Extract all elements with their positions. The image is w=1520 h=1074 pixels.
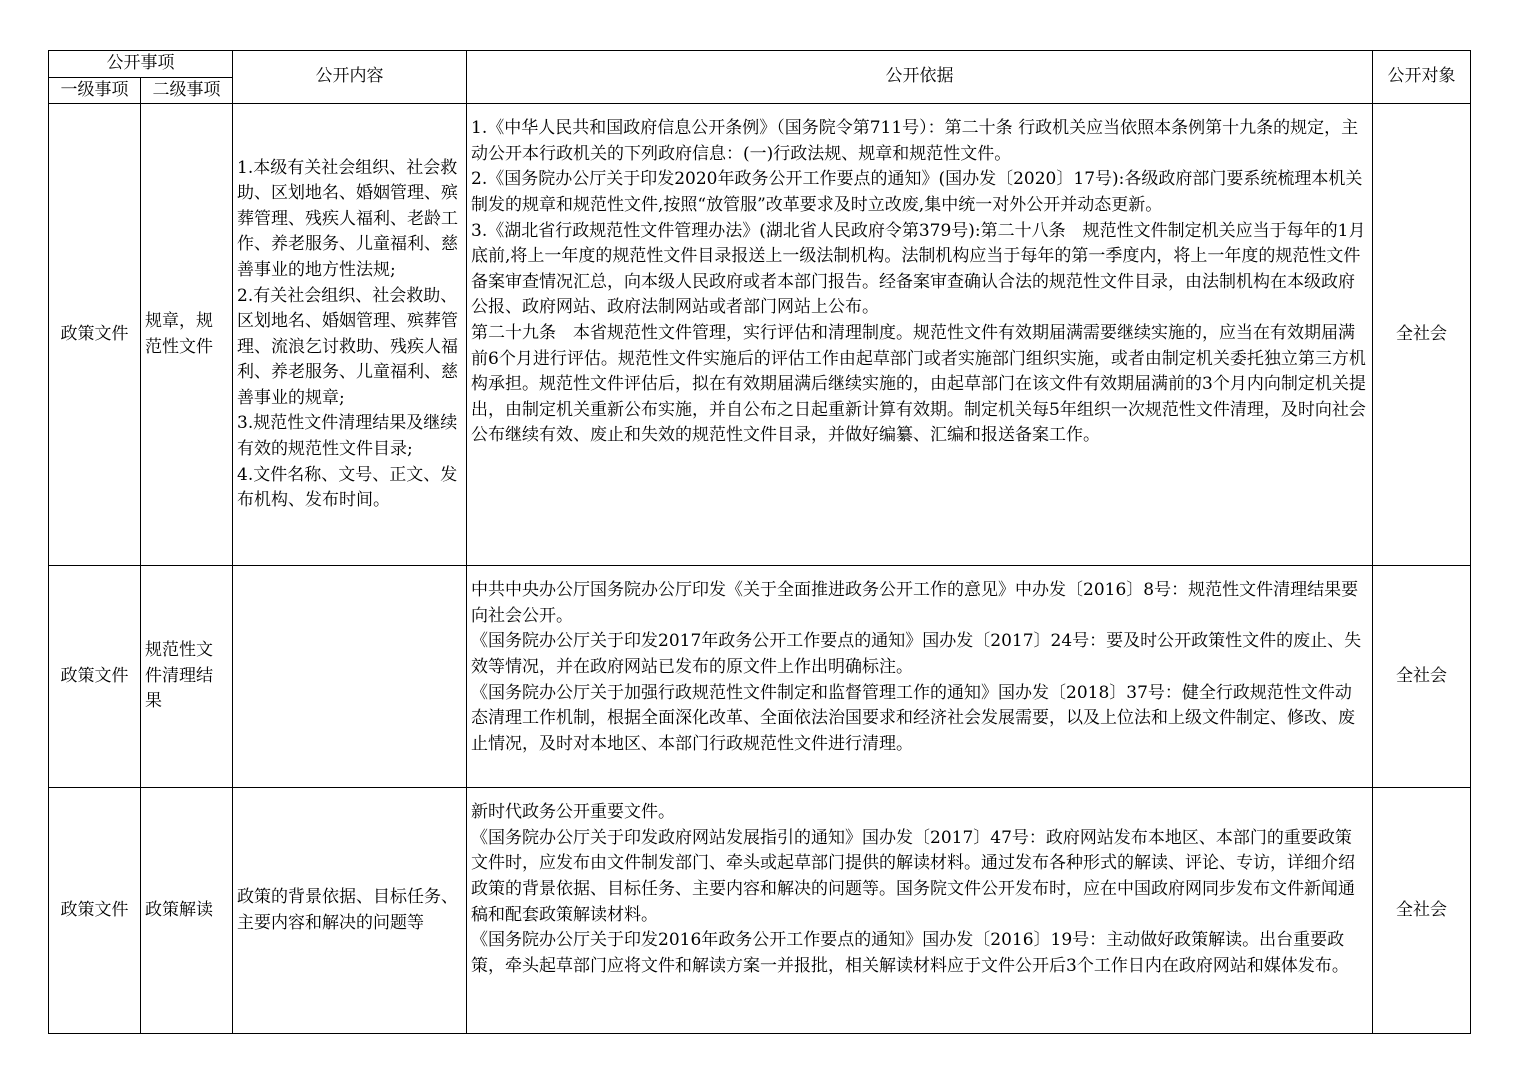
basis-item: 中共中央办公厅国务院办公厅印发《关于全面推进政务公开工作的意见》中办发〔2016〕8号：规范性文件清理结果要向社会公开。 bbox=[471, 580, 1359, 626]
content-item: 1.本级有关社会组织、社会救助、区划地名、婚姻管理、殡葬管理、残疾人福利、老龄工作、养老服务、儿童福利、慈善事业的地方性法规; bbox=[237, 157, 458, 280]
header-level1: 一级事项 bbox=[49, 77, 141, 104]
content-item: 2.有关社会组织、社会救助、区划地名、婚姻管理、殡葬管理、流浪乞讨救助、残疾人福利、养老服务、儿童福利、慈善事业的规章; bbox=[237, 285, 458, 408]
table-row bbox=[49, 104, 1471, 566]
header-public-items: 公开事项 bbox=[49, 51, 233, 78]
row-basis bbox=[467, 788, 1373, 1034]
header-basis: 公开依据 bbox=[467, 51, 1373, 104]
row-content-empty bbox=[233, 566, 467, 788]
table-row bbox=[49, 788, 1471, 1034]
basis-item: 2.《国务院办公厅关于印发2020年政务公开工作要点的通知》(国办发〔2020〕17号):各级政府部门要系统梳理本机关制发的规章和规范性文件,按照“放管服”改革要求及时立改废,集中统一对外公开并动态更新。 bbox=[471, 169, 1363, 215]
basis-item: 1.《中华人民共和国政府信息公开条例》（国务院令第711号）：第二十条 行政机关应当依照本条例第十九条的规定，主动公开本行政机关的下列政府信息：(一)行政法规、规章和规范性文件。 bbox=[471, 118, 1359, 164]
row-level2: 规范性文件清理结果 bbox=[141, 566, 233, 788]
basis-item: 3.《湖北省行政规范性文件管理办法》(湖北省人民政府令第379号):第二十八条 规范性文件制定机关应当于每年的1月底前,将上一年度的规范性文件目录报送上一级法制机构。法制机构应当于每年的第一季度内，将上一年度的规范性文件备案审查情况汇总，向本级人民政府或者本部门报告。经备案审查确认合法的规范性文件目录，由法制机构在本级政府公报、政府网站、政府法制网站或者部门网站上公布。 bbox=[471, 220, 1366, 318]
row-level1: 政策文件 bbox=[49, 788, 141, 1034]
row-content bbox=[233, 788, 467, 1034]
table-row bbox=[49, 566, 1471, 788]
row-basis bbox=[467, 104, 1373, 566]
row-level2: 政策解读 bbox=[141, 788, 233, 1034]
row-level2: 规章，规范性文件 bbox=[141, 104, 233, 566]
basis-item: 《国务院办公厅关于印发政府网站发展指引的通知》国办发〔2017〕47号：政府网站发布本地区、本部门的重要政策文件时，应发布由文件制发部门、牵头或起草部门提供的解读材料。通过发布各种形式的解读、评论、专访，详细介绍政策的背景依据、目标任务、主要内容和解决的问题等。国务院文件公开发布时，应在中国政府网同步发布文件新闻通稿和配套政策解读材料。 bbox=[471, 827, 1355, 925]
row-basis bbox=[467, 566, 1373, 788]
content-item: 4.文件名称、文号、正文、发布机构、发布时间。 bbox=[237, 464, 458, 511]
disclosure-table bbox=[48, 50, 1471, 1034]
header-row-1 bbox=[49, 51, 1471, 78]
basis-item: 《国务院办公厅关于加强行政规范性文件制定和监督管理工作的通知》国办发〔2018〕37号：健全行政规范性文件动态清理工作机制，根据全面深化改革、全面依法治国要求和经济社会发展需要，以及上位法和上级文件制定、修改、废止情况，及时对本地区、本部门行政规范性文件进行清理。 bbox=[471, 682, 1355, 754]
basis-item: 《国务院办公厅关于印发2017年政务公开工作要点的通知》国办发〔2017〕24号：要及时公开政策性文件的废止、失效等情况，并在政府网站已发布的原文件上作出明确标注。 bbox=[471, 631, 1362, 677]
row-audience: 全社会 bbox=[1373, 788, 1471, 1034]
content-item: 政策的背景依据、目标任务、主要内容和解决的问题等 bbox=[237, 887, 458, 933]
basis-item: 《国务院办公厅关于印发2016年政务公开工作要点的通知》国办发〔2016〕19号：主动做好政策解读。出台重要政策，牵头起草部门应将文件和解读方案一并报批，相关解读材料应于文件公开后3个工作日内在政府网站和媒体发布。 bbox=[471, 930, 1349, 976]
row-level1: 政策文件 bbox=[49, 566, 141, 788]
header-content: 公开内容 bbox=[233, 51, 467, 104]
basis-item: 第二十九条 本省规范性文件管理，实行评估和清理制度。规范性文件有效期届满需要继续实施的，应当在有效期届满前6个月进行评估。规范性文件实施后的评估工作由起草部门或者实施部门组织实施，或者由制定机关委托独立第三方机构承担。规范性文件评估后，拟在有效期届满后继续实施的，由起草部门在该文件有效期届满前的3个月内向制定机关提出，由制定机关重新公布实施，并自公布之日起重新计算有效期。制定机关每5年组织一次规范性文件清理，及时向社会公布继续有效、废止和失效的规范性文件目录，并做好编纂、汇编和报送备案工作。 bbox=[471, 322, 1366, 446]
row-audience: 全社会 bbox=[1373, 566, 1471, 788]
row-content bbox=[233, 104, 467, 566]
row-audience: 全社会 bbox=[1373, 104, 1471, 566]
content-item: 3.规范性文件清理结果及继续有效的规范性文件目录; bbox=[237, 413, 458, 460]
header-level2: 二级事项 bbox=[141, 77, 233, 104]
header-audience: 公开对象 bbox=[1373, 51, 1471, 104]
row-level1: 政策文件 bbox=[49, 104, 141, 566]
basis-item: 新时代政务公开重要文件。 bbox=[471, 802, 675, 823]
